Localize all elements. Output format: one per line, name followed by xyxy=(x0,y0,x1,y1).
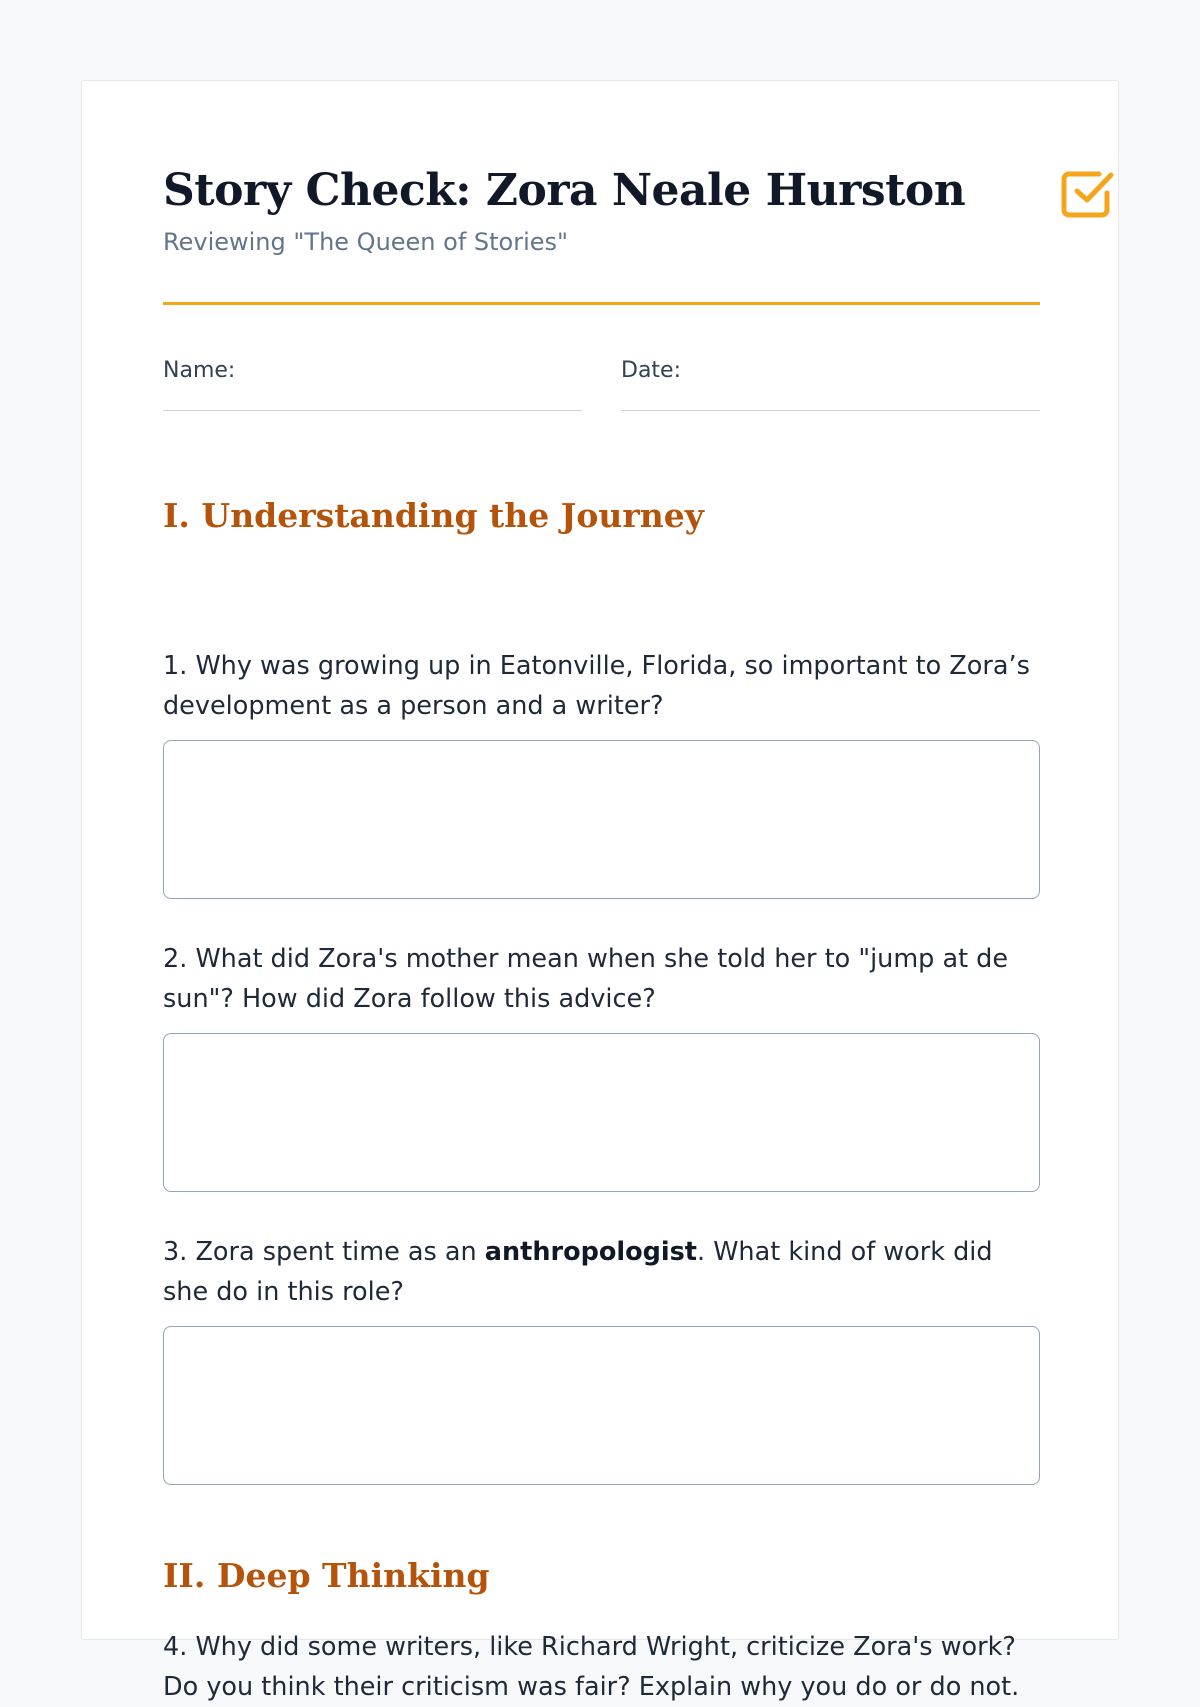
question-text: Why was growing up in Eatonville, Florida, so important to Zora’s development as a person and a writer? xyxy=(163,651,1030,721)
answer-box-1[interactable] xyxy=(163,740,1040,899)
page-title: Story Check: Zora Neale Hurston xyxy=(163,165,966,216)
question-text: What did Zora's mother mean when she told her to "jump at de sun"? How did Zora follow this advice? xyxy=(163,944,1009,1014)
answer-box-3[interactable] xyxy=(163,1326,1040,1485)
question-number: 1. xyxy=(163,651,188,681)
checkbox-icon xyxy=(1059,166,1115,222)
question-4 xyxy=(163,1627,1040,1707)
name-label: Name: xyxy=(163,358,236,383)
date-label: Date: xyxy=(621,358,681,383)
question-text-after: . What kind of work did she do in this role? xyxy=(163,1237,993,1307)
question-2 xyxy=(163,939,1040,1019)
worksheet-page xyxy=(81,80,1119,1702)
question-1 xyxy=(163,646,1040,726)
name-field[interactable] xyxy=(163,356,582,411)
header-divider xyxy=(163,302,1040,305)
question-number: 2. xyxy=(163,944,188,974)
question-text: Why did some writers, like Richard Wright, criticize Zora's work? Do you think their criticism was fair? Explain why you do or do not. xyxy=(163,1632,1020,1702)
section-heading-deep-thinking: II. Deep Thinking xyxy=(163,1556,490,1595)
question-text-before: Zora spent time as an xyxy=(195,1237,485,1267)
date-field[interactable] xyxy=(621,356,1040,411)
question-3 xyxy=(163,1232,1040,1312)
question-emphasis: anthropologist xyxy=(484,1237,697,1267)
section-heading-understanding: I. Understanding the Journey xyxy=(163,496,704,535)
question-number: 4. xyxy=(163,1632,188,1662)
page-subtitle: Reviewing "The Queen of Stories" xyxy=(163,228,569,256)
question-number: 3. xyxy=(163,1237,188,1267)
answer-box-2[interactable] xyxy=(163,1033,1040,1192)
